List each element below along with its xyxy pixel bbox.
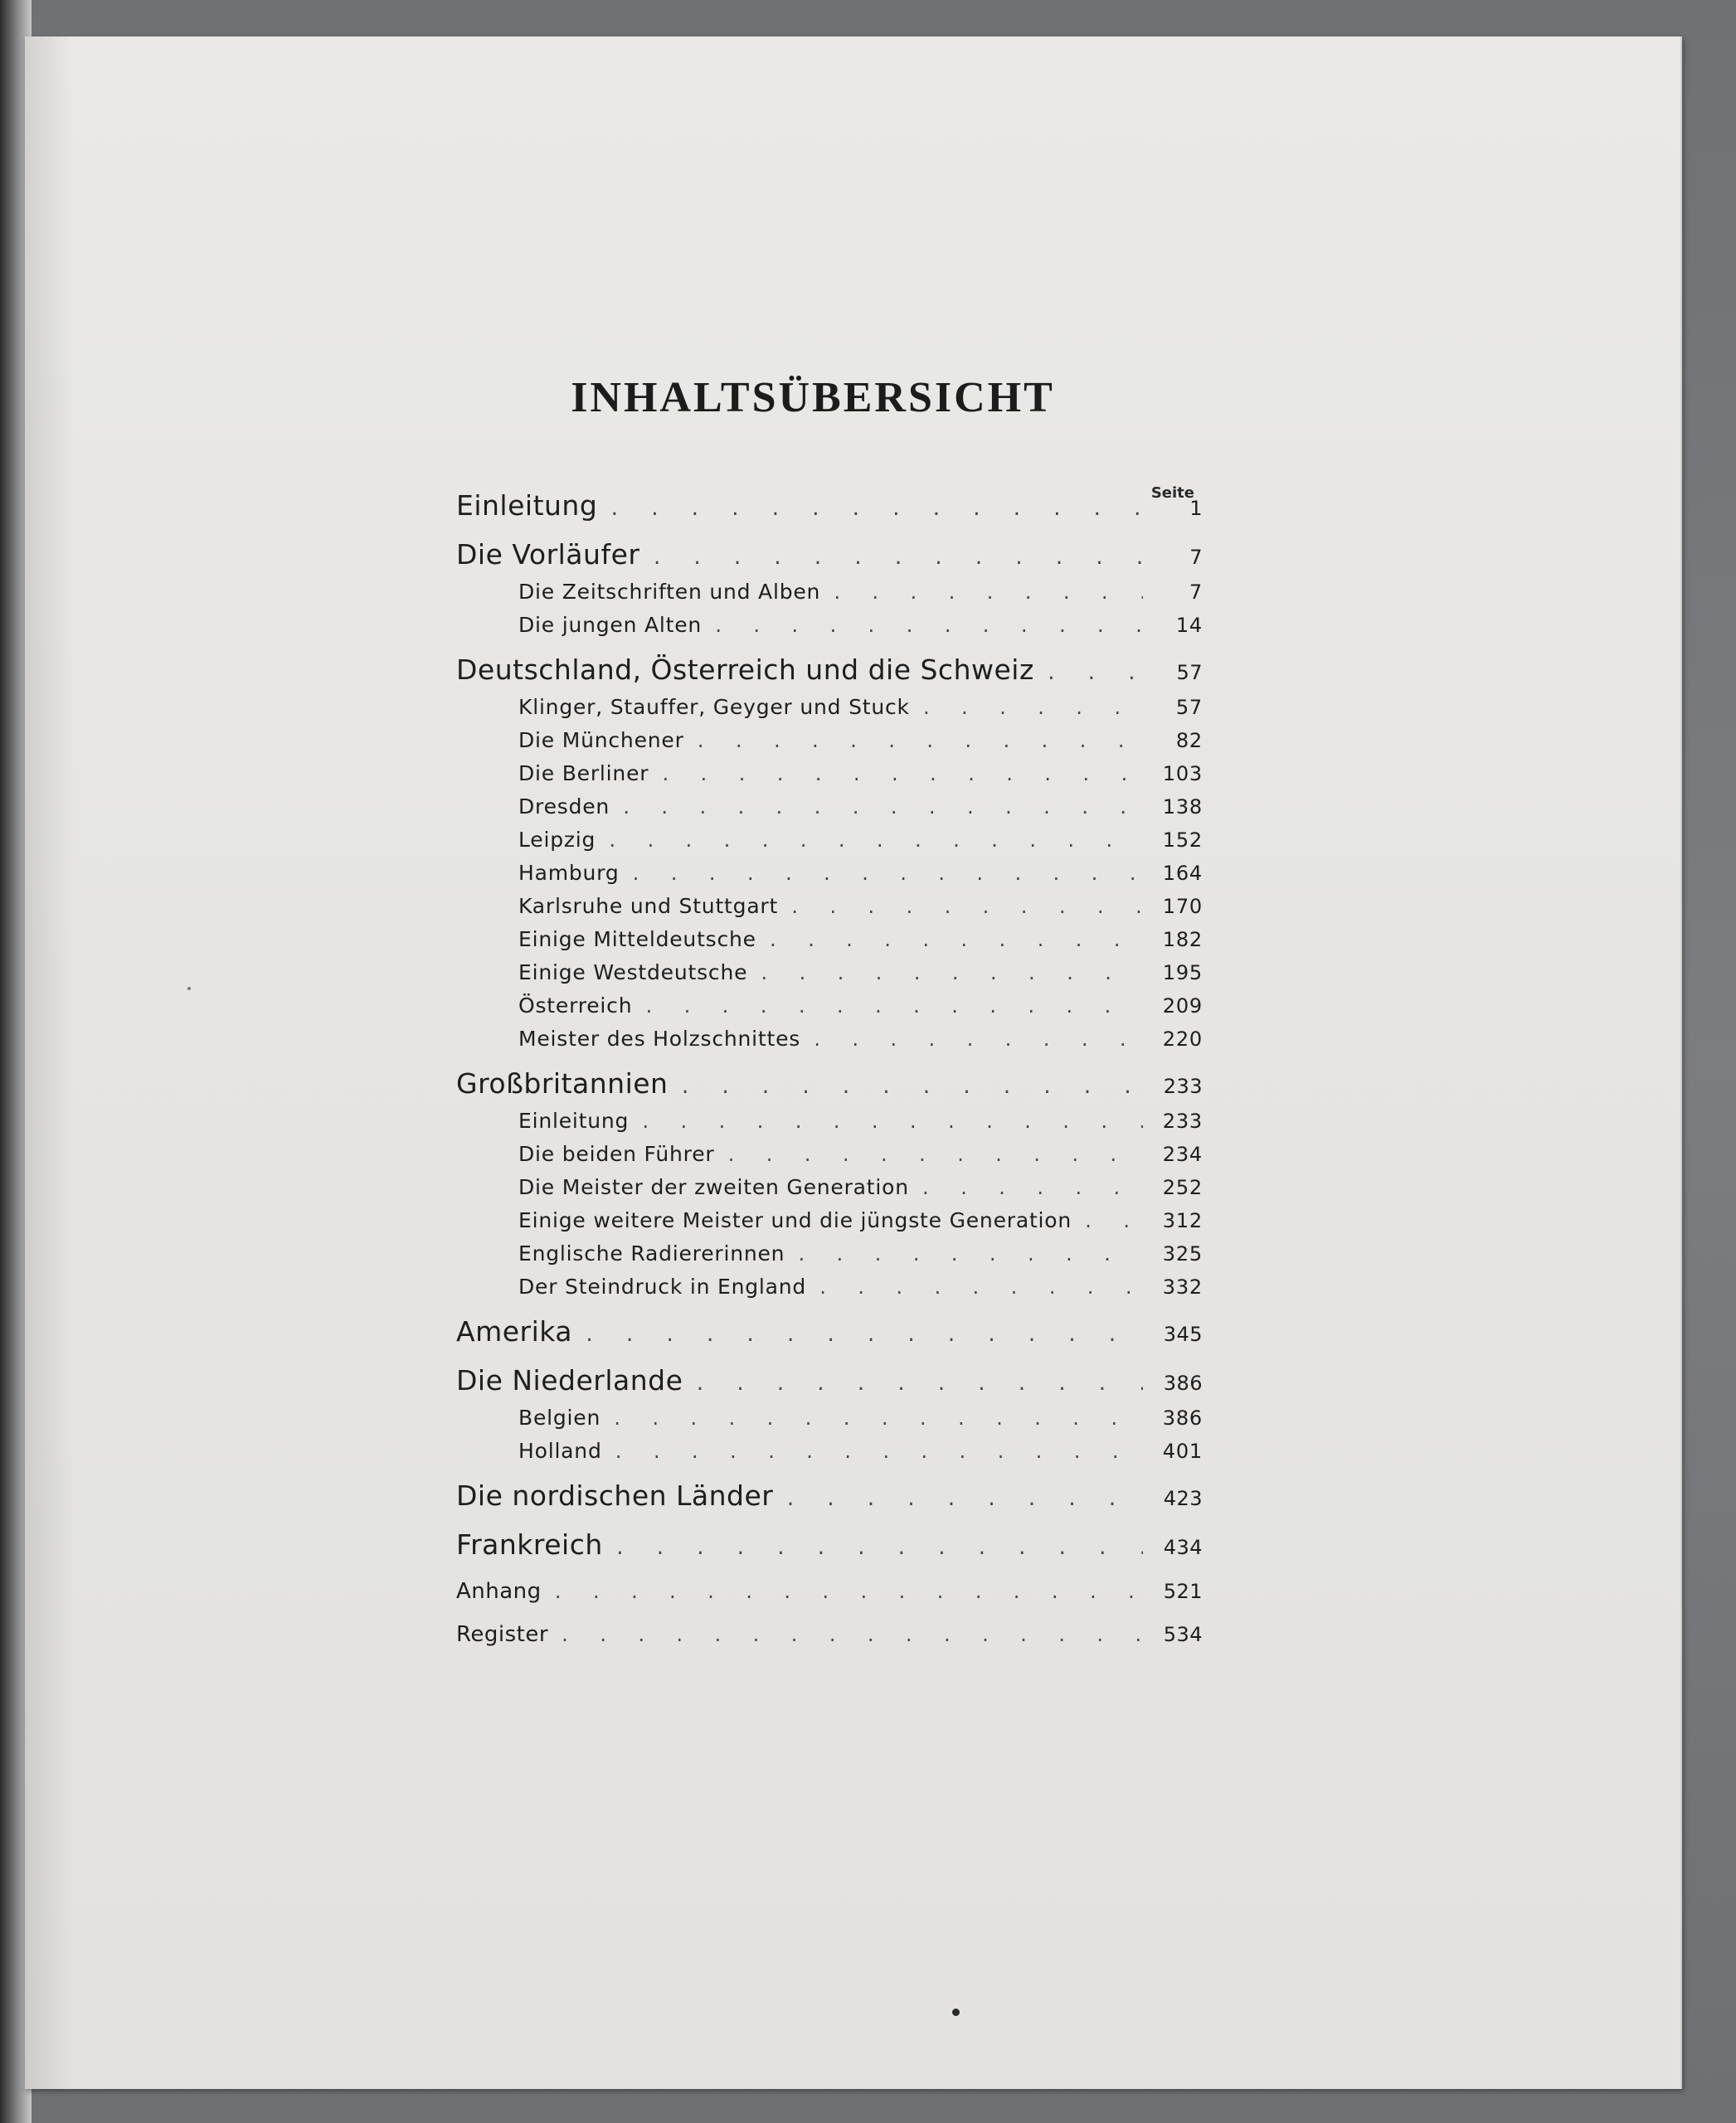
toc-subentry-label: Einige weitere Meister und die jüngste Generation xyxy=(518,1208,1072,1232)
dot-leader xyxy=(660,765,1143,785)
page-title: INHALTSÜBERSICHT xyxy=(571,374,1055,421)
dot-leader xyxy=(1046,663,1143,684)
toc-subentry-page: 312 xyxy=(1162,1209,1203,1232)
toc-subentry xyxy=(456,1208,1203,1232)
toc-entry-anhang xyxy=(456,1579,1203,1604)
dot-leader xyxy=(796,1245,1143,1265)
toc-subentry-page: 252 xyxy=(1162,1176,1203,1199)
toc-subentry xyxy=(456,960,1203,984)
dot-leader xyxy=(726,1145,1143,1165)
dot-leader xyxy=(560,1625,1143,1645)
toc-subentry-page: 195 xyxy=(1162,961,1203,984)
toc-subentry-page: 152 xyxy=(1162,828,1203,852)
toc-subentry xyxy=(456,1175,1203,1199)
toc-subentry-label: Die Münchener xyxy=(518,728,684,752)
dot-leader xyxy=(1083,1212,1143,1232)
toc-subentry-label: Einige Westdeutsche xyxy=(518,960,748,984)
toc-subentry xyxy=(456,1406,1203,1430)
toc-entry-label: Amerika xyxy=(456,1315,573,1348)
toc-subentry-page: 233 xyxy=(1162,1110,1203,1133)
toc-subentry xyxy=(456,828,1203,852)
toc-entry-nordische-laender xyxy=(456,1479,1203,1512)
toc-subentry-label: Karlsruhe und Stuttgart xyxy=(518,894,779,918)
toc-subentry xyxy=(456,794,1203,819)
dot-leader xyxy=(790,897,1143,917)
toc-subentry-page: 164 xyxy=(1162,862,1203,885)
toc-subentry-page: 401 xyxy=(1162,1440,1203,1463)
toc-subentry-label: Die Berliner xyxy=(518,761,649,785)
toc-subentry-label: Die Zeitschriften und Alben xyxy=(518,580,821,604)
paper-speck xyxy=(187,987,191,990)
toc-subentry-label: Einleitung xyxy=(518,1109,630,1133)
toc-subentry xyxy=(456,1275,1203,1299)
toc-subentry-page: 57 xyxy=(1175,696,1203,719)
dot-leader xyxy=(759,964,1143,984)
dot-leader xyxy=(651,548,1143,569)
toc-subentry xyxy=(456,927,1203,951)
toc-subentry-label: Belgien xyxy=(518,1406,601,1430)
toc-subentry xyxy=(456,1027,1203,1051)
dot-leader xyxy=(679,1077,1143,1098)
toc-entry-niederlande xyxy=(456,1364,1203,1397)
toc-entry-einleitung xyxy=(456,489,1203,522)
toc-entry-label: Einleitung xyxy=(456,489,598,522)
dot-leader xyxy=(614,1442,1143,1462)
dot-leader xyxy=(713,616,1143,636)
toc-entry-label: Deutschland, Österreich und die Schweiz xyxy=(456,653,1034,686)
toc-subentry-page: 182 xyxy=(1162,928,1203,951)
toc-entry-vorlaeufer xyxy=(456,538,1203,571)
toc-subentry-page: 386 xyxy=(1162,1406,1203,1430)
toc-entry-page: 434 xyxy=(1163,1536,1203,1559)
toc-subentry-page: 170 xyxy=(1162,895,1203,918)
dot-leader xyxy=(785,1489,1143,1510)
page-column-header: Seite xyxy=(1150,484,1194,502)
toc-entry-label: Frankreich xyxy=(456,1528,603,1561)
toc-entry-page: 386 xyxy=(1163,1372,1203,1395)
toc-entry-page: 1 xyxy=(1189,497,1203,520)
dot-leader xyxy=(615,1538,1143,1559)
toc-entry-frankreich xyxy=(456,1528,1203,1561)
dot-leader xyxy=(612,1409,1143,1429)
toc-entry-grossbritannien xyxy=(456,1067,1203,1100)
toc-entry-label: Die nordischen Länder xyxy=(456,1479,774,1512)
toc-subentry-label: Dresden xyxy=(518,794,610,819)
toc-subentry xyxy=(456,861,1203,885)
toc-subentry-label: Klinger, Stauffer, Geyger und Stuck xyxy=(518,695,910,719)
toc-subentry-page: 82 xyxy=(1175,729,1203,752)
toc-entry-page: 345 xyxy=(1163,1323,1203,1346)
toc-subentry xyxy=(456,1142,1203,1166)
toc-subentry-label: Englische Radiererinnen xyxy=(518,1241,785,1266)
toc-subentry xyxy=(456,1241,1203,1266)
toc-entry-label: Die Niederlande xyxy=(456,1364,683,1397)
toc-subentry xyxy=(456,894,1203,918)
toc-entry-page: 534 xyxy=(1163,1623,1203,1646)
dot-leader xyxy=(553,1582,1143,1602)
toc-subentry-page: 138 xyxy=(1162,795,1203,819)
toc-subentry-label: Die jungen Alten xyxy=(518,613,703,637)
toc-subentry-page: 7 xyxy=(1189,581,1203,604)
dot-leader xyxy=(694,1374,1143,1395)
toc-subentry-label: Die Meister der zweiten Generation xyxy=(518,1175,909,1199)
toc-entry-label: Register xyxy=(456,1622,549,1647)
toc-subentry-label: Meister des Holzschnittes xyxy=(518,1027,801,1051)
book-page xyxy=(25,36,1682,2089)
toc-entry-amerika xyxy=(456,1315,1203,1348)
toc-subentry xyxy=(456,695,1203,719)
toc-subentry-label: Hamburg xyxy=(518,861,620,885)
toc-subentry-label: Einige Mitteldeutsche xyxy=(518,927,756,951)
dot-leader xyxy=(921,698,1143,718)
toc-subentry xyxy=(456,728,1203,752)
dot-leader xyxy=(640,1112,1143,1132)
dot-leader xyxy=(832,583,1143,603)
toc-subentry-label: Österreich xyxy=(518,993,633,1018)
dot-leader xyxy=(621,798,1143,818)
toc-subentry xyxy=(456,1109,1203,1133)
dot-leader xyxy=(631,864,1144,884)
toc-subentry-page: 103 xyxy=(1162,762,1203,785)
dot-leader xyxy=(644,997,1143,1017)
toc-subentry xyxy=(456,580,1203,604)
dot-leader xyxy=(921,1178,1143,1198)
toc-entry-deutschland xyxy=(456,653,1203,686)
toc-entry-page: 7 xyxy=(1189,546,1203,569)
toc-entry-page: 423 xyxy=(1163,1487,1203,1510)
toc-entry-page: 233 xyxy=(1163,1075,1203,1098)
printer-dot xyxy=(952,2009,960,2016)
toc-subentry-page: 234 xyxy=(1162,1143,1203,1166)
toc-entry-register xyxy=(456,1622,1203,1647)
toc-entry-page: 521 xyxy=(1163,1580,1203,1603)
toc-entry-label: Großbritannien xyxy=(456,1067,669,1100)
dot-leader xyxy=(584,1325,1143,1346)
dot-leader xyxy=(768,930,1143,950)
toc-subentry xyxy=(456,993,1203,1018)
toc-entry-label: Anhang xyxy=(456,1579,542,1604)
toc-subentry-label: Der Steindruck in England xyxy=(518,1275,807,1299)
dot-leader xyxy=(812,1030,1143,1050)
toc-subentry-page: 332 xyxy=(1162,1275,1203,1299)
toc-subentry-label: Leipzig xyxy=(518,828,596,852)
toc-entry-page: 57 xyxy=(1176,661,1203,684)
toc-subentry-page: 209 xyxy=(1162,994,1203,1018)
toc-subentry xyxy=(456,761,1203,785)
toc-subentry-label: Die beiden Führer xyxy=(518,1142,715,1166)
toc-subentry xyxy=(456,1439,1203,1463)
dot-leader xyxy=(607,831,1143,851)
toc-subentry xyxy=(456,613,1203,637)
toc-subentry-page: 325 xyxy=(1162,1242,1203,1266)
dot-leader xyxy=(696,731,1143,751)
toc-entry-label: Die Vorläufer xyxy=(456,538,640,571)
toc-subentry-page: 14 xyxy=(1175,614,1203,637)
dot-leader xyxy=(818,1278,1143,1298)
table-of-contents xyxy=(456,489,1203,1647)
toc-subentry-page: 220 xyxy=(1162,1027,1203,1051)
toc-subentry-label: Holland xyxy=(518,1439,602,1463)
dot-leader xyxy=(609,499,1143,520)
